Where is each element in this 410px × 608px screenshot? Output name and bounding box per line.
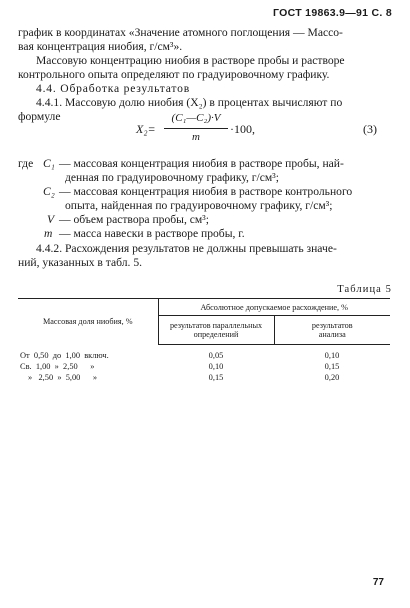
paragraph-line: 4.4.1. Массовую долю ниобия (X₂) в процентах вычисляют по: [36, 96, 343, 109]
definition-text: — объем раствора пробы, см³;: [59, 213, 209, 226]
cell-range: От 0,50 до 1,00 включ.: [20, 351, 109, 360]
paragraph-line: 4.4.2. Расхождения результатов не должны превышать значе-: [36, 242, 337, 255]
cell-range: » 2,50 » 5,00 »: [28, 373, 98, 382]
paragraph-line: ний, указанных в табл. 5.: [18, 256, 143, 269]
col-header-parallel: [158, 316, 274, 345]
definition-symbol: C₁: [43, 157, 55, 170]
standard-header: ГОСТ 19863.9—91 С. 8: [273, 7, 392, 19]
table-5: [18, 298, 390, 383]
formula-fraction: [164, 112, 228, 143]
definition-symbol: C₂: [43, 185, 55, 198]
col-header-line: результатов параллельных: [169, 320, 263, 330]
col-header-mass-fraction: Массовая доля ниобия, %: [18, 299, 158, 345]
cell-parallel: 0,15: [208, 373, 224, 382]
col-header-line: анализа: [318, 330, 346, 339]
paragraph-line: график в координатах «Значение атомного поглощения — Массо-: [18, 26, 343, 39]
col-group-header: Абсолютное допускаемое расхождение, %: [158, 299, 390, 316]
col-header-analysis: [274, 316, 390, 345]
paragraph-line: Массовую концентрацию ниобия в растворе пробы и растворе: [36, 54, 345, 67]
paragraph-line: формуле: [18, 110, 61, 123]
table-row: [18, 350, 390, 361]
table-caption: Таблица 5: [337, 284, 392, 295]
table-row: [18, 372, 390, 383]
definition-text: опыта, найденная по градуировочному графику, г/см³;: [65, 199, 333, 212]
table-row: [18, 361, 390, 372]
definition-text: денная по градуировочному графику, г/см³;: [65, 171, 279, 184]
page-number: 77: [372, 577, 384, 588]
definition-symbol: V: [47, 213, 55, 226]
fraction-bar: [164, 128, 228, 129]
definition-prefix: где: [18, 157, 34, 170]
cell-parallel: 0,10: [208, 362, 224, 371]
paragraph-line: вая концентрация ниобия, г/см³».: [18, 40, 183, 53]
cell-analysis: 0,15: [324, 362, 340, 371]
formula-lhs: X₂=: [136, 122, 156, 136]
formula-rhs: ·100,: [230, 122, 255, 136]
col-header-line: результатов: [311, 320, 353, 330]
definition-text: — масса навески в растворе пробы, г.: [59, 227, 245, 240]
section-heading: 4.4. Обработка результатов: [36, 82, 190, 95]
cell-analysis: 0,20: [324, 373, 340, 382]
formula-denominator: m: [192, 131, 200, 143]
cell-parallel: 0,05: [208, 351, 224, 360]
definition-symbol: m: [44, 227, 53, 240]
paragraph-line: контрольного опыта определяют по градуировочному графику.: [18, 68, 330, 81]
cell-range: Св. 1,00 » 2,50 »: [20, 362, 95, 371]
definition-text: — массовая концентрация ниобия в растворе контрольного: [59, 185, 353, 198]
col-header-line: определений: [193, 330, 239, 339]
formula-numerator: (C₁—C₂)·V: [171, 112, 221, 124]
cell-analysis: 0,10: [324, 351, 340, 360]
formula-3: [0, 112, 410, 156]
definition-text: — массовая концентрация ниобия в растворе пробы, най-: [59, 157, 344, 170]
formula-number: (3): [363, 122, 377, 136]
